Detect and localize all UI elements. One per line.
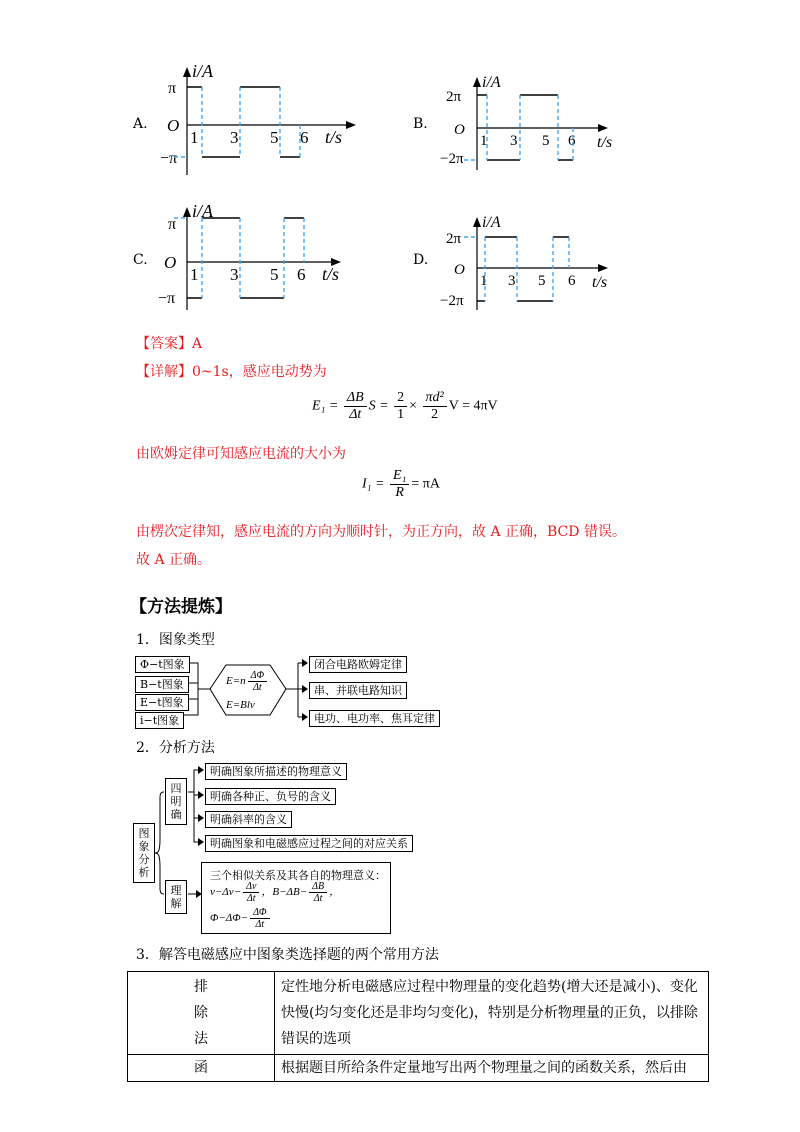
frac-num: 2 [394, 390, 407, 407]
center-formula-1 [226, 670, 269, 693]
section2-title: 2．分析方法 [136, 740, 215, 756]
section1-title: 1．图象类型 [136, 632, 215, 648]
clarify-item: 明确图象所描述的物理意义 [205, 763, 347, 780]
result-box-ohm: 闭合电路欧姆定律 [309, 656, 407, 673]
detail-intro-line [136, 362, 327, 382]
y-tick-pos: π [168, 216, 177, 233]
frac-den: Δt [313, 893, 323, 904]
frac-num: Δv [243, 881, 259, 893]
x-axis-label: t/s [592, 274, 608, 291]
x-tick: 5 [270, 265, 279, 284]
y-tick-neg: −2π [440, 151, 464, 167]
formula-emf-lhs: E₁ = [312, 398, 339, 414]
frac-num: ΔB [309, 881, 327, 893]
understand-line1 [210, 881, 340, 904]
formula-emf-result: V = 4πV [448, 398, 498, 414]
option-label-c: C. [133, 252, 148, 268]
relation-text: v−Δv− [210, 886, 242, 899]
relation-text: ，B−ΔB− [261, 886, 308, 899]
type-box-phi: Φ−t图象 [135, 656, 190, 673]
detail-label: 【详解】 [136, 364, 192, 380]
result-box-circuit: 串、并联电路知识 [309, 682, 407, 699]
frac-den: Δt [255, 919, 265, 930]
origin-label: O [454, 262, 465, 278]
y-tick-neg: −π [160, 150, 178, 167]
x-tick: 3 [230, 265, 239, 284]
type-box-b: B−t图象 [135, 676, 189, 693]
x-axis-label: t/s [325, 127, 343, 147]
x-tick: 1 [190, 265, 199, 284]
option-label-b: B. [413, 116, 428, 132]
branch-box-understand: 理解 [165, 880, 187, 914]
detail-intro: 0~1s，感应电动势为 [192, 364, 327, 380]
x-tick: 3 [508, 273, 516, 289]
x-tick: 1 [480, 133, 488, 149]
graph-c [150, 195, 370, 315]
center-formula-2: E=Blv [226, 699, 255, 711]
frac-den: 2 [431, 407, 439, 422]
clarify-item: 明确斜率的含义 [205, 811, 292, 828]
methods-table [127, 971, 709, 1082]
frac-den: R [395, 485, 404, 500]
method-name-cell [128, 1055, 275, 1082]
method-name-cell [128, 972, 275, 1055]
method-name-char: 排 [194, 979, 208, 995]
conclusion-text: 故 A 正确。 [136, 552, 212, 568]
method-name-char: 函 [194, 1060, 208, 1076]
x-tick: 6 [568, 133, 576, 149]
understand-line2 [210, 907, 272, 930]
x-tick: 3 [230, 128, 239, 147]
x-tick: 5 [542, 133, 550, 149]
formula-current-lhs: I₁ = [362, 476, 385, 492]
method-name-char: 法 [194, 1031, 208, 1047]
y-tick-pos: π [168, 80, 177, 97]
method-desc-cell: 根据题目所给条件定量地写出两个物理量之间的函数关系，然后由 [275, 1055, 709, 1082]
x-tick: 5 [270, 128, 279, 147]
graph-b [440, 65, 640, 175]
result-box-power: 电功、电功率、焦耳定律 [309, 710, 440, 727]
option-label-a: A. [133, 116, 148, 132]
x-axis-label: t/s [597, 134, 613, 151]
y-tick-neg: −2π [440, 293, 464, 309]
branch-box-four: 四明确 [165, 778, 187, 825]
y-tick-pos: 2π [446, 231, 462, 247]
x-axis-label: t/s [322, 264, 340, 284]
method-name-char: 除 [194, 1005, 208, 1021]
y-axis-label: i/A [482, 214, 501, 231]
frac-num: ΔB [346, 390, 364, 405]
x-tick: 6 [568, 273, 576, 289]
formula-emf [312, 390, 498, 423]
x-tick: 3 [510, 133, 518, 149]
type-box-e: E−t图象 [135, 694, 189, 711]
origin-label: O [454, 122, 465, 138]
ohm-law-text: 由欧姆定律可知感应电流的大小为 [136, 446, 346, 462]
frac-den: Δt [253, 682, 262, 693]
x-tick: 1 [480, 273, 488, 289]
understand-box [201, 862, 391, 934]
option-label-d: D. [413, 252, 429, 268]
understand-title: 三个相似关系及其各自的物理意义： [210, 869, 386, 882]
formula-current [362, 468, 440, 501]
formula-current-result: = πA [411, 476, 440, 492]
frac-num: ΔΦ [248, 670, 267, 682]
formula-prefix: E=n [226, 675, 246, 688]
origin-label: O [167, 116, 180, 135]
table-row [128, 972, 709, 1055]
y-axis-label: i/A [482, 74, 501, 91]
frac-num: ΔΦ [250, 907, 269, 919]
x-tick: 6 [297, 265, 306, 284]
method-desc-cell: 定性地分析电磁感应过程中物理量的变化趋势(增大还是减小)、变化快慢(均匀变化还是非均匀变化)，特别是分析物理量的正负，以排除错误的选项 [275, 972, 709, 1055]
table-row [128, 1055, 709, 1082]
times-sign: × [409, 398, 418, 414]
origin-label: O [164, 253, 177, 272]
relation-text: ， [329, 886, 341, 899]
root-box: 图象分析 [133, 823, 155, 883]
section3-title: 3．解答电磁感应中图象类选择题的两个常用方法 [136, 947, 439, 963]
formula-emf-s: S = [368, 398, 389, 414]
graph-a [150, 55, 370, 180]
answer-line [136, 334, 202, 354]
x-tick: 5 [538, 273, 546, 289]
relation-text: Φ−ΔΦ− [210, 912, 249, 925]
y-axis-label: i/A [192, 201, 213, 221]
frac-den: 1 [397, 407, 405, 422]
lenz-law-text: 由楞次定律知，感应电流的方向为顺时针，为正方向，故 A 正确，BCD 错误。 [136, 524, 626, 540]
y-tick-neg: −π [158, 290, 176, 307]
frac-num: E₁ [392, 468, 407, 483]
graph-d [440, 205, 640, 315]
y-tick-pos: 2π [446, 89, 462, 105]
x-tick: 6 [300, 128, 309, 147]
answer-label: 【答案】 [136, 336, 192, 352]
x-tick: 1 [190, 128, 199, 147]
type-box-i: i−t图象 [135, 712, 184, 729]
y-axis-label: i/A [192, 61, 213, 81]
method-heading: 【方法提炼】 [130, 597, 232, 617]
clarify-item: 明确图象和电磁感应过程之间的对应关系 [205, 835, 413, 852]
frac-num: πd² [425, 390, 444, 405]
answer-value: A [192, 336, 203, 352]
frac-den: Δt [349, 407, 362, 422]
frac-den: Δt [246, 893, 256, 904]
clarify-item: 明确各种正、负号的含义 [205, 788, 336, 805]
